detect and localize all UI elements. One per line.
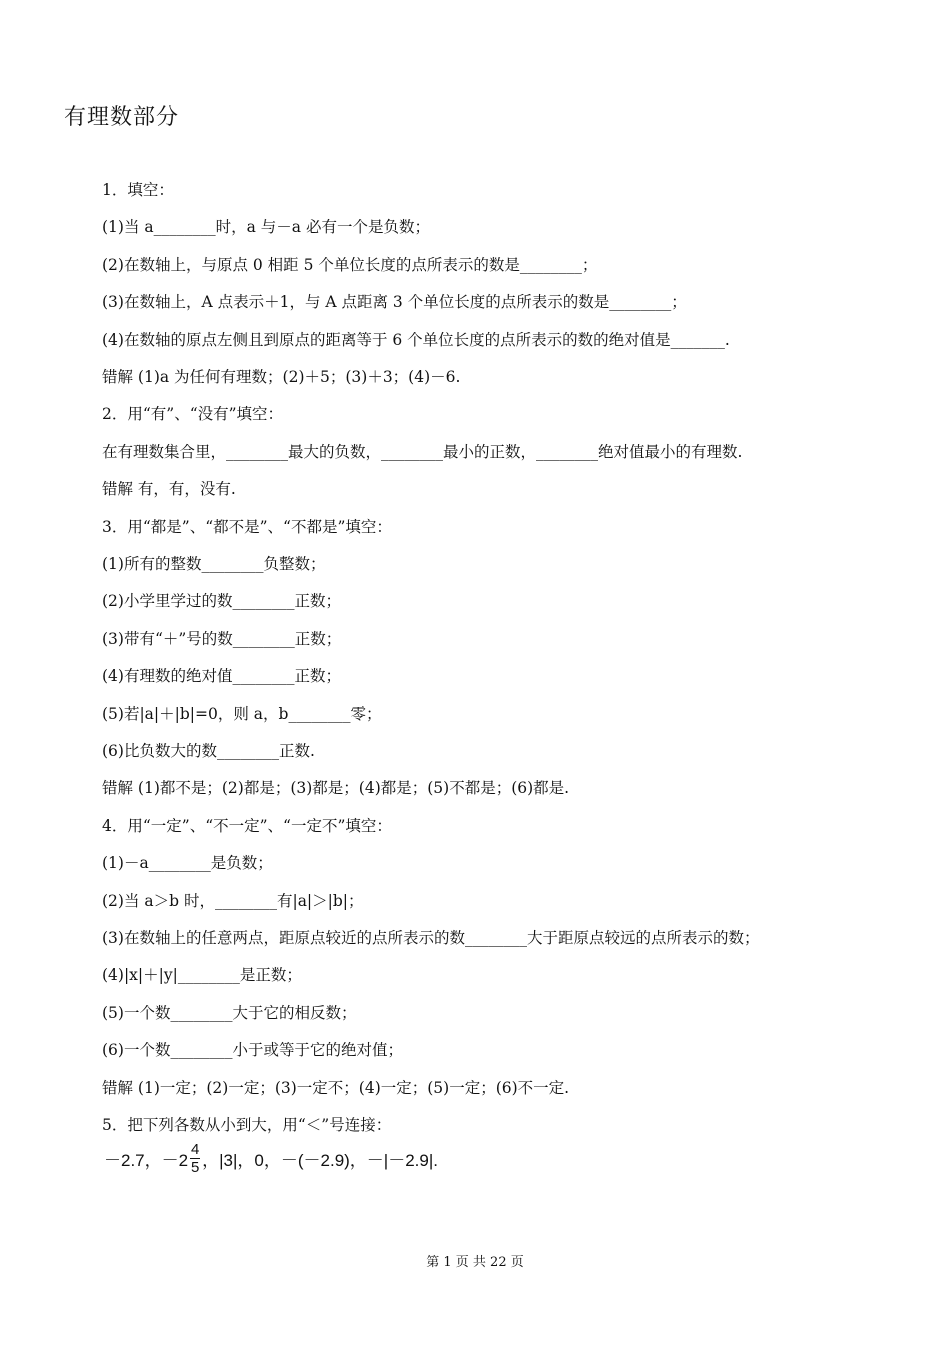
fraction-numerator: 4 [190,1141,200,1158]
text-line: 2．用“有”、“没有”填空： [102,405,284,424]
text-line: 5．把下列各数从小到大，用“＜”号连接： [102,1116,392,1134]
math-term-b-prefix: －2 [161,1151,189,1170]
text-line: (6)比负数大的数________正数. [102,742,315,760]
page-footer: 第 1 页 共 22 页 [426,1255,524,1270]
text-line: (5)若|a|＋|b|=0，则 a，b________零； [102,704,382,723]
text-line: (2)在数轴上，与原点 0 相距 5 个单位长度的点所表示的数是________； [102,255,598,274]
text-line: (2)当 a＞b 时，________有|a|＞|b|； [102,891,364,910]
text-line: (1)当 a________时，a 与－a 必有一个是负数； [102,218,430,237]
text-line: 错解 (1)都不是；(2)都是；(3)都是；(4)都是；(5)不都是；(6)都是. [102,779,570,798]
text-line: (3)在数轴上的任意两点，距原点较近的点所表示的数________大于距原点较远的点所表示的数； [102,929,760,947]
text-line: (1)－a________是负数； [102,854,273,873]
text-line: (1)所有的整数________负整数； [102,555,326,573]
text-line: 在有理数集合里，________最大的负数，________最小的正数，________绝对值最小的有理数. [102,442,743,461]
text-line: (2)小学里学过的数________正数； [102,592,341,611]
mixed-fraction [190,1142,200,1175]
text-line: 3．用“都是”、“都不是”、“不都是”填空： [102,517,392,536]
text-line: (5)一个数________大于它的相反数； [102,1003,357,1022]
text-line: 1．填空： [102,181,174,199]
text-line: (4)有理数的绝对值________正数； [102,667,341,686]
text-line: 错解 有，有，没有. [102,480,236,499]
text-line: (3)带有“＋”号的数________正数； [102,629,342,648]
fraction-denominator: 5 [190,1159,200,1176]
text-line: 错解 (1)a 为任何有理数；(2)＋5；(3)＋3；(4)－6. [102,368,461,386]
text-line: 错解 (1)一定；(2)一定；(3)一定不；(4)一定；(5)一定；(6)不一定. [102,1078,570,1097]
math-term-rest: ，|3|，0，－(－2.9)，－|－2.9|. [202,1151,438,1170]
text-line: (3)在数轴上，A 点表示＋1，与 A 点距离 3 个单位长度的点所表示的数是________； [102,293,687,312]
text-line: (4)|x|＋|y|________是正数； [102,966,302,985]
page-title: 有理数部分 [64,105,180,130]
text-line: (6)一个数________小于或等于它的绝对值； [102,1041,403,1060]
math-term-a: －2.7， [104,1151,162,1170]
number-list-expression [104,1142,438,1175]
text-line: 4．用“一定”、“不一定”、“一定不”填空： [102,816,392,835]
text-line: (4)在数轴的原点左侧且到原点的距离等于 6 个单位长度的点所表示的数的绝对值是_______. [102,330,730,349]
